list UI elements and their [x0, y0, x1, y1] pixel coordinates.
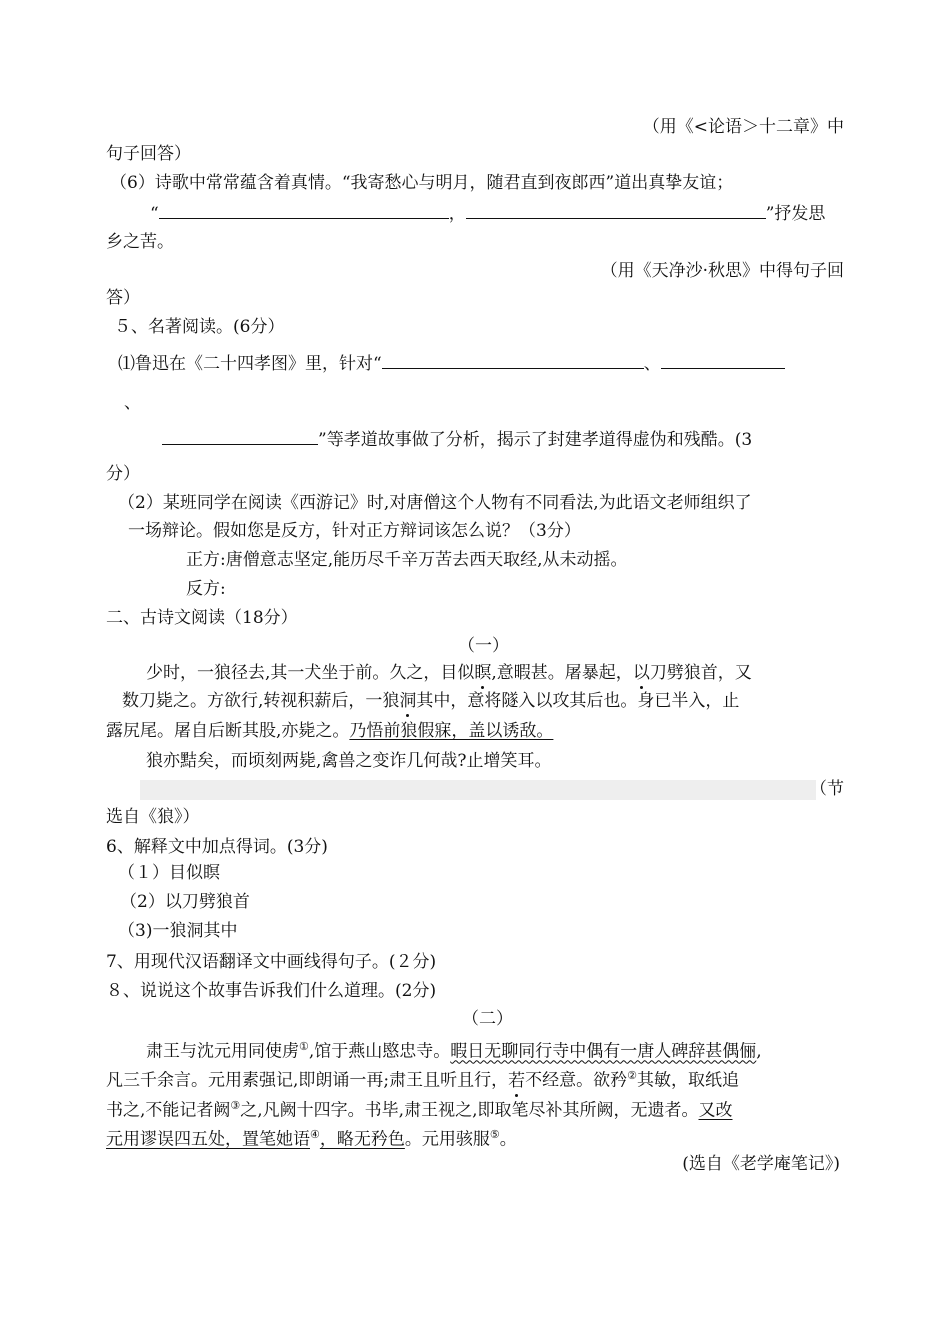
- text: 不经意。欲矜: [525, 1070, 628, 1091]
- underlined-sentence: 乃悟前狼假寐，盖以诱敌。: [349, 721, 554, 741]
- dotted-word-dong: 洞: [399, 691, 417, 711]
- footnote-2: ②: [627, 1069, 638, 1082]
- dotted-word-ruo: 若: [508, 1070, 526, 1091]
- question-5-1-line1: [118, 352, 785, 375]
- subsection-1-title: （一）: [458, 636, 509, 656]
- source-wolf-a: （节: [810, 779, 844, 799]
- comma: ，: [448, 204, 466, 224]
- underlined-sentence-start: 又改: [698, 1100, 733, 1121]
- dotted-word-ming: 瞑: [474, 663, 492, 683]
- text: 露尻尾。屠自后断其股,亦毙之。: [106, 721, 350, 741]
- underlined-sentence-end: ，略无矜色: [319, 1129, 405, 1150]
- text: ,馆于燕山愍忠寺。: [308, 1041, 451, 1062]
- footnote-4: ④: [310, 1128, 320, 1141]
- text: 书之,不能记者阙: [106, 1100, 231, 1121]
- open-quote: “: [150, 204, 159, 224]
- wolf-text-line4: 狼亦黠矣，而顷刻两毙,禽兽之变诈几何哉?止增笑耳。: [146, 751, 552, 771]
- footnote-5: ⑤: [489, 1128, 500, 1141]
- underlined-sentence-cont: 元用谬误四五处，置笔她语: [106, 1129, 310, 1150]
- source-note-lunyu-cont: 句子回答）: [106, 144, 191, 164]
- con-side-label: 反方:: [186, 579, 226, 599]
- section-5-title: ５、名著阅读。(6分）: [114, 317, 285, 337]
- question-7: 7、用现代汉语翻译文中画线得句子。(２分): [106, 952, 437, 972]
- source-note-tianjingsha-cont: 答）: [106, 288, 140, 308]
- text: ,意暇甚。屠暴起，: [491, 663, 633, 683]
- suwang-text-line4: [106, 1124, 517, 1151]
- text: ,: [756, 1041, 762, 1062]
- separator-mark: 、: [124, 393, 141, 413]
- question-5-1-text-end: ”等孝道故事做了分析，揭示了封建孝道得虚伪和残酷。(3: [318, 430, 753, 450]
- question-5-2-line1: （2）某班同学在阅读《西游记》时,对唐僧这个人物有不同看法,为此语文老师组织了: [118, 493, 752, 513]
- question-6: 6、解释文中加点得词。(3分): [106, 837, 328, 857]
- source-note-lunyu: （用《<论语＞十二章》中: [642, 117, 844, 137]
- answer-blank-5a[interactable]: [382, 352, 644, 369]
- wolf-text-line2: [122, 690, 739, 712]
- highlight-band: [140, 780, 816, 800]
- source-wolf-b: 选自《狼》）: [106, 807, 200, 827]
- text: 其敏，取纸追: [637, 1070, 740, 1091]
- wavy-underlined-sentence: 暇日无聊同行寺中偶有一唐人碑辞甚偶俪: [450, 1041, 757, 1062]
- dotted-word-yi: 以: [632, 663, 650, 683]
- text: 刀劈狼首，又: [649, 663, 752, 683]
- text: 肃王与沈元用同使虏: [146, 1041, 299, 1062]
- text: 少时，一狼径去,其一犬坐于前。久之，目似: [146, 663, 475, 683]
- question-5-1-line3: [162, 428, 752, 451]
- text: 其中，意将隧入以攻其后也。身已半入，止: [416, 691, 740, 711]
- section-2-title: 二、古诗文阅读（18分）: [106, 608, 298, 628]
- footnote-3: ③: [230, 1099, 241, 1112]
- source-note-tianjingsha: （用《天净沙·秋思》中得句子回: [600, 261, 844, 281]
- separator: 、: [643, 354, 661, 374]
- close-quote-tail: ”抒发思: [765, 204, 826, 224]
- question-6-line: [150, 202, 825, 225]
- question-5-2-line2: 一场辩论。假如您是反方，针对正方辩词该怎么说？（3分）: [128, 521, 581, 541]
- answer-blank-6b[interactable]: [466, 202, 766, 219]
- pro-side-statement: 正方:唐僧意志坚定,能历尽千辛万苦去西天取经,从未动摇。: [186, 550, 628, 570]
- suwang-text-line2: [106, 1065, 739, 1092]
- answer-blank-5b[interactable]: [661, 352, 785, 369]
- question-6-item1: （１）目似瞑: [118, 863, 220, 883]
- answer-blank-5c[interactable]: [162, 428, 318, 445]
- text: 凡三千余言。元用素强记,即朗诵一再;肃王且听且行，: [106, 1070, 509, 1091]
- text: 之,凡阙十四字。书毕,肃王视之,即取笔尽补其所阙，无遗者。: [240, 1100, 699, 1121]
- question-6-end: 乡之苦。: [106, 232, 174, 252]
- question-8: ８、说说这个故事告诉我们什么道理。(2分): [106, 981, 437, 1001]
- suwang-text-line3: [106, 1095, 733, 1122]
- text: 数刀毙之。方欲行,转视积薪后，一狼: [122, 691, 400, 711]
- suwang-text-line1: [146, 1036, 762, 1063]
- question-6-item3: （3)一狼洞其中: [118, 921, 238, 941]
- wolf-text-line1: [146, 662, 752, 684]
- text: 。元用骇服: [404, 1129, 490, 1150]
- question-5-1-score: 分）: [106, 464, 140, 484]
- source-laoxuean: (选自《老学庵笔记》): [682, 1154, 840, 1174]
- answer-blank-6a[interactable]: [159, 202, 449, 219]
- footnote-1: ①: [299, 1040, 309, 1053]
- question-5-1-text: ⑴鲁迅在《二十四孝图》里，针对“: [118, 354, 382, 374]
- question-6-intro: （6）诗歌中常常蕴含着真情。“我寄愁心与明月，随君直到夜郎西”道出真挚友谊；: [110, 173, 734, 193]
- text: 。: [499, 1129, 517, 1150]
- subsection-2-title: （二）: [462, 1009, 513, 1029]
- wolf-text-line3: [106, 720, 553, 742]
- question-6-item2: （2）以刀劈狼首: [120, 892, 250, 912]
